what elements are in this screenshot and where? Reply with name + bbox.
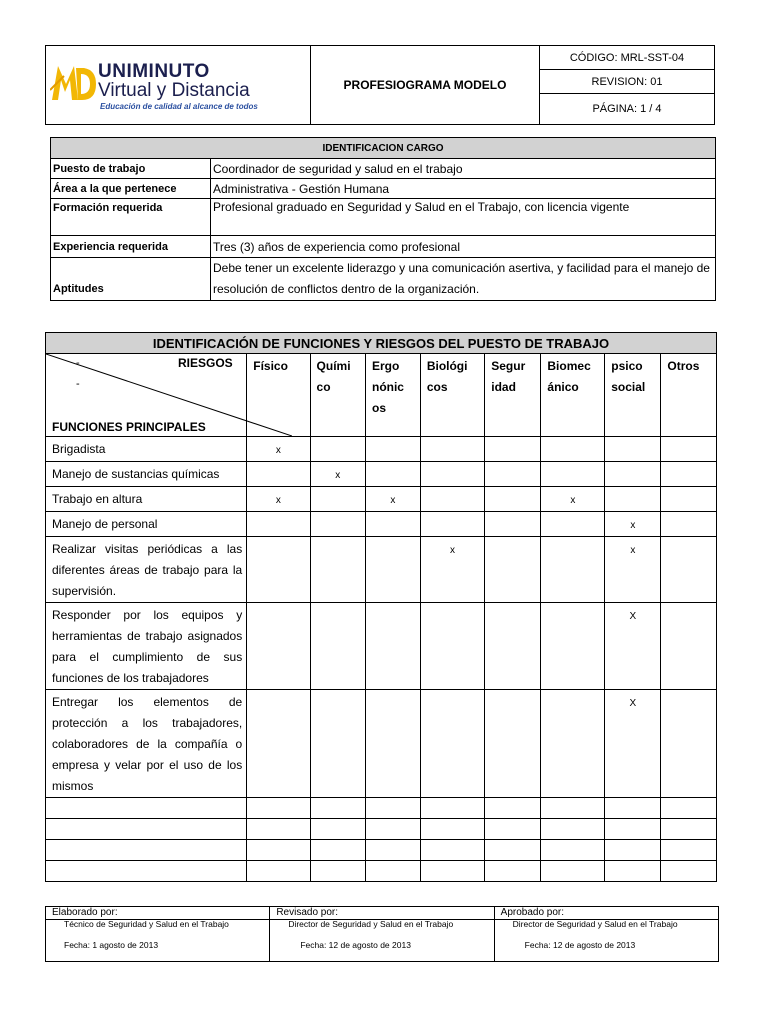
risk-mark-cell bbox=[247, 861, 310, 882]
risk-mark-cell bbox=[310, 840, 365, 861]
job-identification-title: IDENTIFICACION CARGO bbox=[51, 138, 716, 159]
risk-mark-cell bbox=[661, 690, 717, 798]
risk-mark-cell bbox=[541, 798, 605, 819]
risk-mark-cell bbox=[310, 487, 365, 512]
risk-column-header: Ergo nónic os bbox=[365, 354, 420, 437]
risk-mark-cell bbox=[310, 690, 365, 798]
logo-cell bbox=[46, 46, 311, 125]
risk-mark-cell bbox=[661, 537, 717, 603]
revision-cell: REVISION: 01 bbox=[540, 70, 715, 94]
risk-mark-cell bbox=[541, 462, 605, 487]
function-name: Brigadista bbox=[46, 437, 247, 462]
risk-mark-cell bbox=[310, 798, 365, 819]
risk-mark-cell bbox=[605, 798, 661, 819]
risk-mark-cell bbox=[420, 819, 484, 840]
function-row bbox=[46, 462, 717, 487]
risk-mark-cell bbox=[310, 537, 365, 603]
risk-mark-cell bbox=[541, 690, 605, 798]
risk-mark-cell: x bbox=[247, 487, 310, 512]
function-name: Realizar visitas periódicas a las diferentes áreas de trabajo para la supervisión. bbox=[46, 537, 247, 603]
function-name bbox=[46, 861, 247, 882]
logo-tagline: Educación de calidad al alcance de todos bbox=[100, 102, 258, 111]
approval-cell bbox=[270, 907, 494, 962]
risk-mark-cell bbox=[605, 861, 661, 882]
risk-mark-cell bbox=[485, 603, 541, 690]
corner-header bbox=[46, 354, 247, 437]
document-title: PROFESIOGRAMA MODELO bbox=[311, 46, 540, 125]
risk-mark-cell bbox=[485, 437, 541, 462]
risk-mark-cell bbox=[485, 487, 541, 512]
approval-role: Director de Seguridad y Salud en el Trabajo bbox=[512, 919, 678, 929]
risk-column-header: Quími co bbox=[310, 354, 365, 437]
approval-cell bbox=[494, 907, 718, 962]
row-label: Formación requerida bbox=[51, 199, 211, 236]
risk-mark-cell bbox=[661, 603, 717, 690]
risk-mark-cell bbox=[541, 537, 605, 603]
function-row bbox=[46, 690, 717, 798]
job-identification-table bbox=[50, 137, 716, 301]
code-cell: CÓDIGO: MRL-SST-04 bbox=[540, 46, 715, 70]
function-name bbox=[46, 798, 247, 819]
risk-mark-cell bbox=[541, 512, 605, 537]
function-name: Entregar los elementos de protección a los trabajadores, colaboradores de la compañía o empresa y velar por el uso de los mismos bbox=[46, 690, 247, 798]
row-label: Puesto de trabajo bbox=[51, 159, 211, 179]
risk-column-header: psico social bbox=[605, 354, 661, 437]
risk-mark-cell: x bbox=[541, 487, 605, 512]
risk-column-header: Biomec ánico bbox=[541, 354, 605, 437]
approval-date: Fecha: 1 agosto de 2013 bbox=[64, 940, 159, 950]
approval-date: Fecha: 12 de agosto de 2013 bbox=[300, 940, 411, 950]
risk-mark-cell bbox=[605, 840, 661, 861]
risk-mark-cell bbox=[485, 512, 541, 537]
function-row bbox=[46, 537, 717, 603]
risk-mark-cell bbox=[420, 437, 484, 462]
row-value: Coordinador de seguridad y salud en el trabajo bbox=[211, 159, 716, 179]
risk-mark-cell bbox=[485, 861, 541, 882]
risk-mark-cell bbox=[365, 537, 420, 603]
risk-mark-cell bbox=[485, 798, 541, 819]
risk-mark-cell bbox=[247, 462, 310, 487]
risk-mark-cell: X bbox=[605, 690, 661, 798]
risk-mark-cell bbox=[247, 603, 310, 690]
risk-mark-cell bbox=[541, 437, 605, 462]
risk-mark-cell bbox=[420, 487, 484, 512]
university-logo bbox=[46, 50, 310, 120]
risk-mark-cell bbox=[365, 798, 420, 819]
risk-mark-cell bbox=[310, 603, 365, 690]
row-value: Debe tener un excelente liderazgo y una comunicación asertiva, y facilidad para el manejo de resolución de conflictos dentro de la organización. bbox=[211, 258, 716, 301]
risk-mark-cell bbox=[365, 603, 420, 690]
risk-mark-cell: x bbox=[310, 462, 365, 487]
risk-mark-cell bbox=[247, 819, 310, 840]
approval-label: Aprobado por: bbox=[500, 907, 565, 918]
risk-mark-cell bbox=[365, 690, 420, 798]
risk-mark-cell bbox=[365, 512, 420, 537]
risk-mark-cell bbox=[310, 861, 365, 882]
risk-mark-cell: x bbox=[605, 537, 661, 603]
risk-mark-cell bbox=[605, 437, 661, 462]
risk-mark-cell bbox=[485, 462, 541, 487]
function-row bbox=[46, 840, 717, 861]
function-row bbox=[46, 861, 717, 882]
row-label: Área a la que pertenece bbox=[51, 179, 211, 199]
approval-cell bbox=[46, 907, 270, 962]
approval-date: Fecha: 12 de agosto de 2013 bbox=[524, 940, 636, 950]
logo-brand: UNIMINUTO bbox=[98, 61, 210, 82]
row-value: Administrativa - Gestión Humana bbox=[211, 179, 716, 199]
risk-mark-cell bbox=[247, 512, 310, 537]
risk-mark-cell bbox=[541, 861, 605, 882]
risk-mark-cell bbox=[310, 819, 365, 840]
risk-column-header: Biológi cos bbox=[420, 354, 484, 437]
risk-mark-cell: x bbox=[247, 437, 310, 462]
risk-column-header: Segur idad bbox=[485, 354, 541, 437]
risk-mark-cell: x bbox=[365, 487, 420, 512]
functions-risks-table bbox=[45, 332, 717, 882]
risk-mark-cell bbox=[420, 512, 484, 537]
risk-mark-cell bbox=[661, 512, 717, 537]
functions-risks-title: IDENTIFICACIÓN DE FUNCIONES Y RIESGOS DEL PUESTO DE TRABAJO bbox=[46, 333, 717, 354]
risk-mark-cell bbox=[420, 861, 484, 882]
risk-mark-cell bbox=[661, 462, 717, 487]
risk-mark-cell bbox=[365, 861, 420, 882]
function-name: Manejo de personal bbox=[46, 512, 247, 537]
risk-mark-cell bbox=[420, 690, 484, 798]
risk-mark-cell bbox=[485, 690, 541, 798]
risk-mark-cell bbox=[310, 437, 365, 462]
risk-mark-cell bbox=[605, 819, 661, 840]
risk-mark-cell bbox=[661, 437, 717, 462]
approval-role: Técnico de Seguridad y Salud en el Trabajo bbox=[64, 919, 229, 929]
page-cell: PÁGINA: 1 / 4 bbox=[540, 94, 715, 125]
risk-mark-cell bbox=[541, 819, 605, 840]
function-name: Responder por los equipos y herramientas de trabajo asignados para el cumplimiento de sus funciones de los trabajadores bbox=[46, 603, 247, 690]
function-row bbox=[46, 487, 717, 512]
function-name: Trabajo en altura bbox=[46, 487, 247, 512]
function-row bbox=[46, 819, 717, 840]
row-label: Aptitudes bbox=[51, 258, 211, 301]
function-row bbox=[46, 437, 717, 462]
function-name: Manejo de sustancias químicas bbox=[46, 462, 247, 487]
risk-mark-cell bbox=[485, 840, 541, 861]
risk-mark-cell bbox=[420, 462, 484, 487]
risk-mark-cell bbox=[605, 487, 661, 512]
approval-role: Director de Seguridad y Salud en el Trabajo bbox=[288, 919, 454, 929]
risk-mark-cell bbox=[247, 690, 310, 798]
logo-subtitle: Virtual y Distancia bbox=[98, 80, 250, 101]
risk-mark-cell bbox=[661, 798, 717, 819]
risk-mark-cell bbox=[661, 819, 717, 840]
risk-mark-cell: X bbox=[605, 603, 661, 690]
risk-mark-cell bbox=[247, 798, 310, 819]
risk-mark-cell: x bbox=[420, 537, 484, 603]
risk-mark-cell bbox=[247, 537, 310, 603]
risk-mark-cell bbox=[541, 603, 605, 690]
corner-dash: - bbox=[76, 357, 80, 369]
risk-mark-cell bbox=[661, 840, 717, 861]
risk-column-header: Físico bbox=[247, 354, 310, 437]
row-value: Tres (3) años de experiencia como profesional bbox=[211, 236, 716, 258]
risk-mark-cell bbox=[661, 487, 717, 512]
function-row bbox=[46, 603, 717, 690]
risk-mark-cell bbox=[420, 603, 484, 690]
approval-label: Elaborado por: bbox=[52, 907, 118, 918]
risk-mark-cell bbox=[420, 840, 484, 861]
risks-header: RIESGOS bbox=[178, 356, 233, 370]
function-name bbox=[46, 840, 247, 861]
risk-mark-cell bbox=[247, 840, 310, 861]
approval-footer bbox=[45, 906, 719, 962]
risk-mark-cell bbox=[605, 462, 661, 487]
md-logo-icon bbox=[50, 60, 98, 104]
function-row bbox=[46, 512, 717, 537]
function-row bbox=[46, 798, 717, 819]
risk-mark-cell bbox=[365, 819, 420, 840]
row-label: Experiencia requerida bbox=[51, 236, 211, 258]
risk-mark-cell bbox=[365, 840, 420, 861]
document-header bbox=[45, 45, 715, 125]
risk-mark-cell bbox=[420, 798, 484, 819]
risk-mark-cell bbox=[310, 512, 365, 537]
corner-dash: - bbox=[76, 378, 80, 390]
function-name bbox=[46, 819, 247, 840]
risk-mark-cell bbox=[365, 462, 420, 487]
risk-mark-cell bbox=[485, 537, 541, 603]
row-value: Profesional graduado en Seguridad y Salud en el Trabajo, con licencia vigente bbox=[211, 199, 716, 236]
risk-mark-cell bbox=[541, 840, 605, 861]
functions-header: FUNCIONES PRINCIPALES bbox=[52, 420, 206, 434]
risk-column-header: Otros bbox=[661, 354, 717, 437]
risk-mark-cell: x bbox=[605, 512, 661, 537]
risk-mark-cell bbox=[661, 861, 717, 882]
risk-mark-cell bbox=[365, 437, 420, 462]
risk-mark-cell bbox=[485, 819, 541, 840]
approval-label: Revisado por: bbox=[276, 907, 339, 918]
